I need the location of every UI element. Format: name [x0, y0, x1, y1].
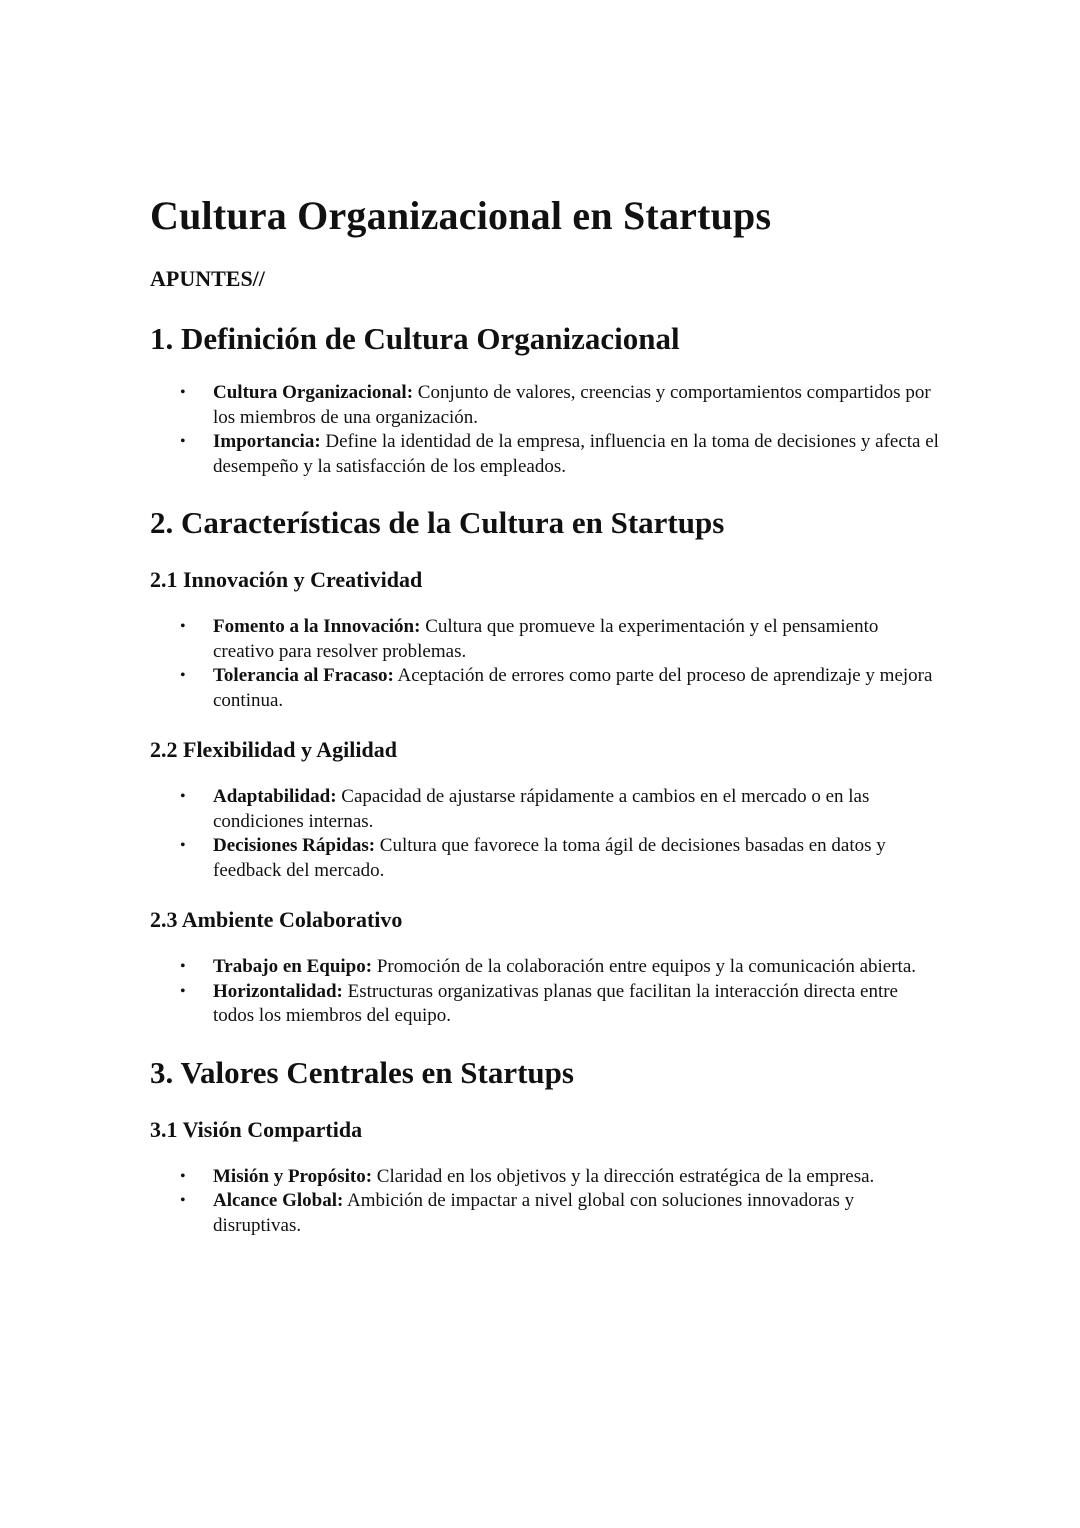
bullet-icon: •: [180, 667, 186, 684]
document-page: [150, 190, 940, 1238]
bullet-icon: •: [180, 958, 186, 975]
document-title: Cultura Organizacional en Startups: [150, 193, 772, 238]
bullet-list: [150, 955, 940, 1029]
bullet-icon: •: [180, 1192, 186, 1209]
subsection-heading: 2.1 Innovación y Creatividad: [150, 567, 423, 592]
bullet-icon: •: [180, 982, 186, 1000]
list-item-term: Horizontalidad:: [213, 980, 343, 1002]
list-item: [180, 615, 940, 664]
bullet-list: [150, 615, 940, 713]
list-item-term: Fomento a la Innovación:: [213, 616, 421, 637]
list-item-text: Define la identidad de la empresa, influencia en la toma de decisiones y afecta el desempeño y la satisfacción de los empleados.: [213, 431, 939, 477]
list-item-text: Conjunto de valores, creencias y comportamientos compartidos por los miembros de una organización.: [213, 382, 931, 428]
bullet-list: [150, 785, 940, 883]
list-item-term: Misión y Propósito:: [213, 1165, 373, 1187]
bullet-icon: •: [180, 1167, 186, 1185]
list-item: [180, 955, 940, 980]
list-item: [180, 664, 940, 713]
list-item-term: Cultura Organizacional:: [213, 382, 414, 403]
bullet-icon: •: [180, 433, 186, 450]
subsection-heading: 2.3 Ambiente Colaborativo: [150, 907, 403, 932]
list-item-term: Importancia:: [213, 431, 321, 452]
bullet-icon: •: [180, 837, 186, 854]
list-item-text: Cultura que promueve la experimentación y el pensamiento creativo para resolver problemas.: [213, 616, 879, 662]
list-item: [180, 430, 940, 479]
section-heading: 1. Definición de Cultura Organizacional: [150, 321, 680, 356]
subsection-heading: 3.1 Visión Compartida: [150, 1116, 363, 1142]
section-heading: 2. Características de la Cultura en Startups: [150, 505, 725, 540]
list-item: [180, 834, 940, 883]
list-item: [180, 381, 940, 430]
list-item-text: Estructuras organizativas planas que facilitan la interacción directa entre todos los miembros del equipo.: [213, 980, 898, 1026]
list-item: [180, 785, 940, 834]
bullet-icon: •: [180, 788, 186, 805]
section-heading: 3. Valores Centrales en Startups: [150, 1054, 574, 1090]
list-item-text: Cultura que favorece la toma ágil de decisiones basadas en datos y feedback del mercado.: [213, 835, 886, 881]
list-item: [180, 1165, 940, 1190]
list-item-term: Adaptabilidad:: [213, 786, 337, 807]
list-item-text: Capacidad de ajustarse rápidamente a cambios en el mercado o en las condiciones internas.: [213, 786, 870, 832]
bullet-icon: •: [180, 618, 186, 635]
list-item-term: Tolerancia al Fracaso:: [213, 665, 394, 686]
document-subtitle: APUNTES//: [150, 266, 265, 291]
list-item-term: Alcance Global:: [213, 1190, 344, 1211]
list-item: [180, 980, 940, 1029]
list-item-text: Aceptación de errores como parte del proceso de aprendizaje y mejora continua.: [213, 665, 933, 711]
list-item-text: Claridad en los objetivos y la dirección estratégica de la empresa.: [372, 1165, 875, 1187]
list-item-term: Trabajo en Equipo:: [213, 956, 373, 977]
list-item-term: Decisiones Rápidas:: [213, 835, 376, 856]
subsection-heading: 2.2 Flexibilidad y Agilidad: [150, 737, 397, 762]
list-item: [180, 1189, 940, 1238]
list-item-text: Ambición de impactar a nivel global con soluciones innovadoras y disruptivas.: [213, 1190, 855, 1236]
bullet-list: [150, 381, 940, 479]
bullet-icon: •: [180, 384, 186, 401]
list-item-text: Promoción de la colaboración entre equipos y la comunicación abierta.: [372, 956, 917, 977]
bullet-list: [150, 1165, 940, 1239]
